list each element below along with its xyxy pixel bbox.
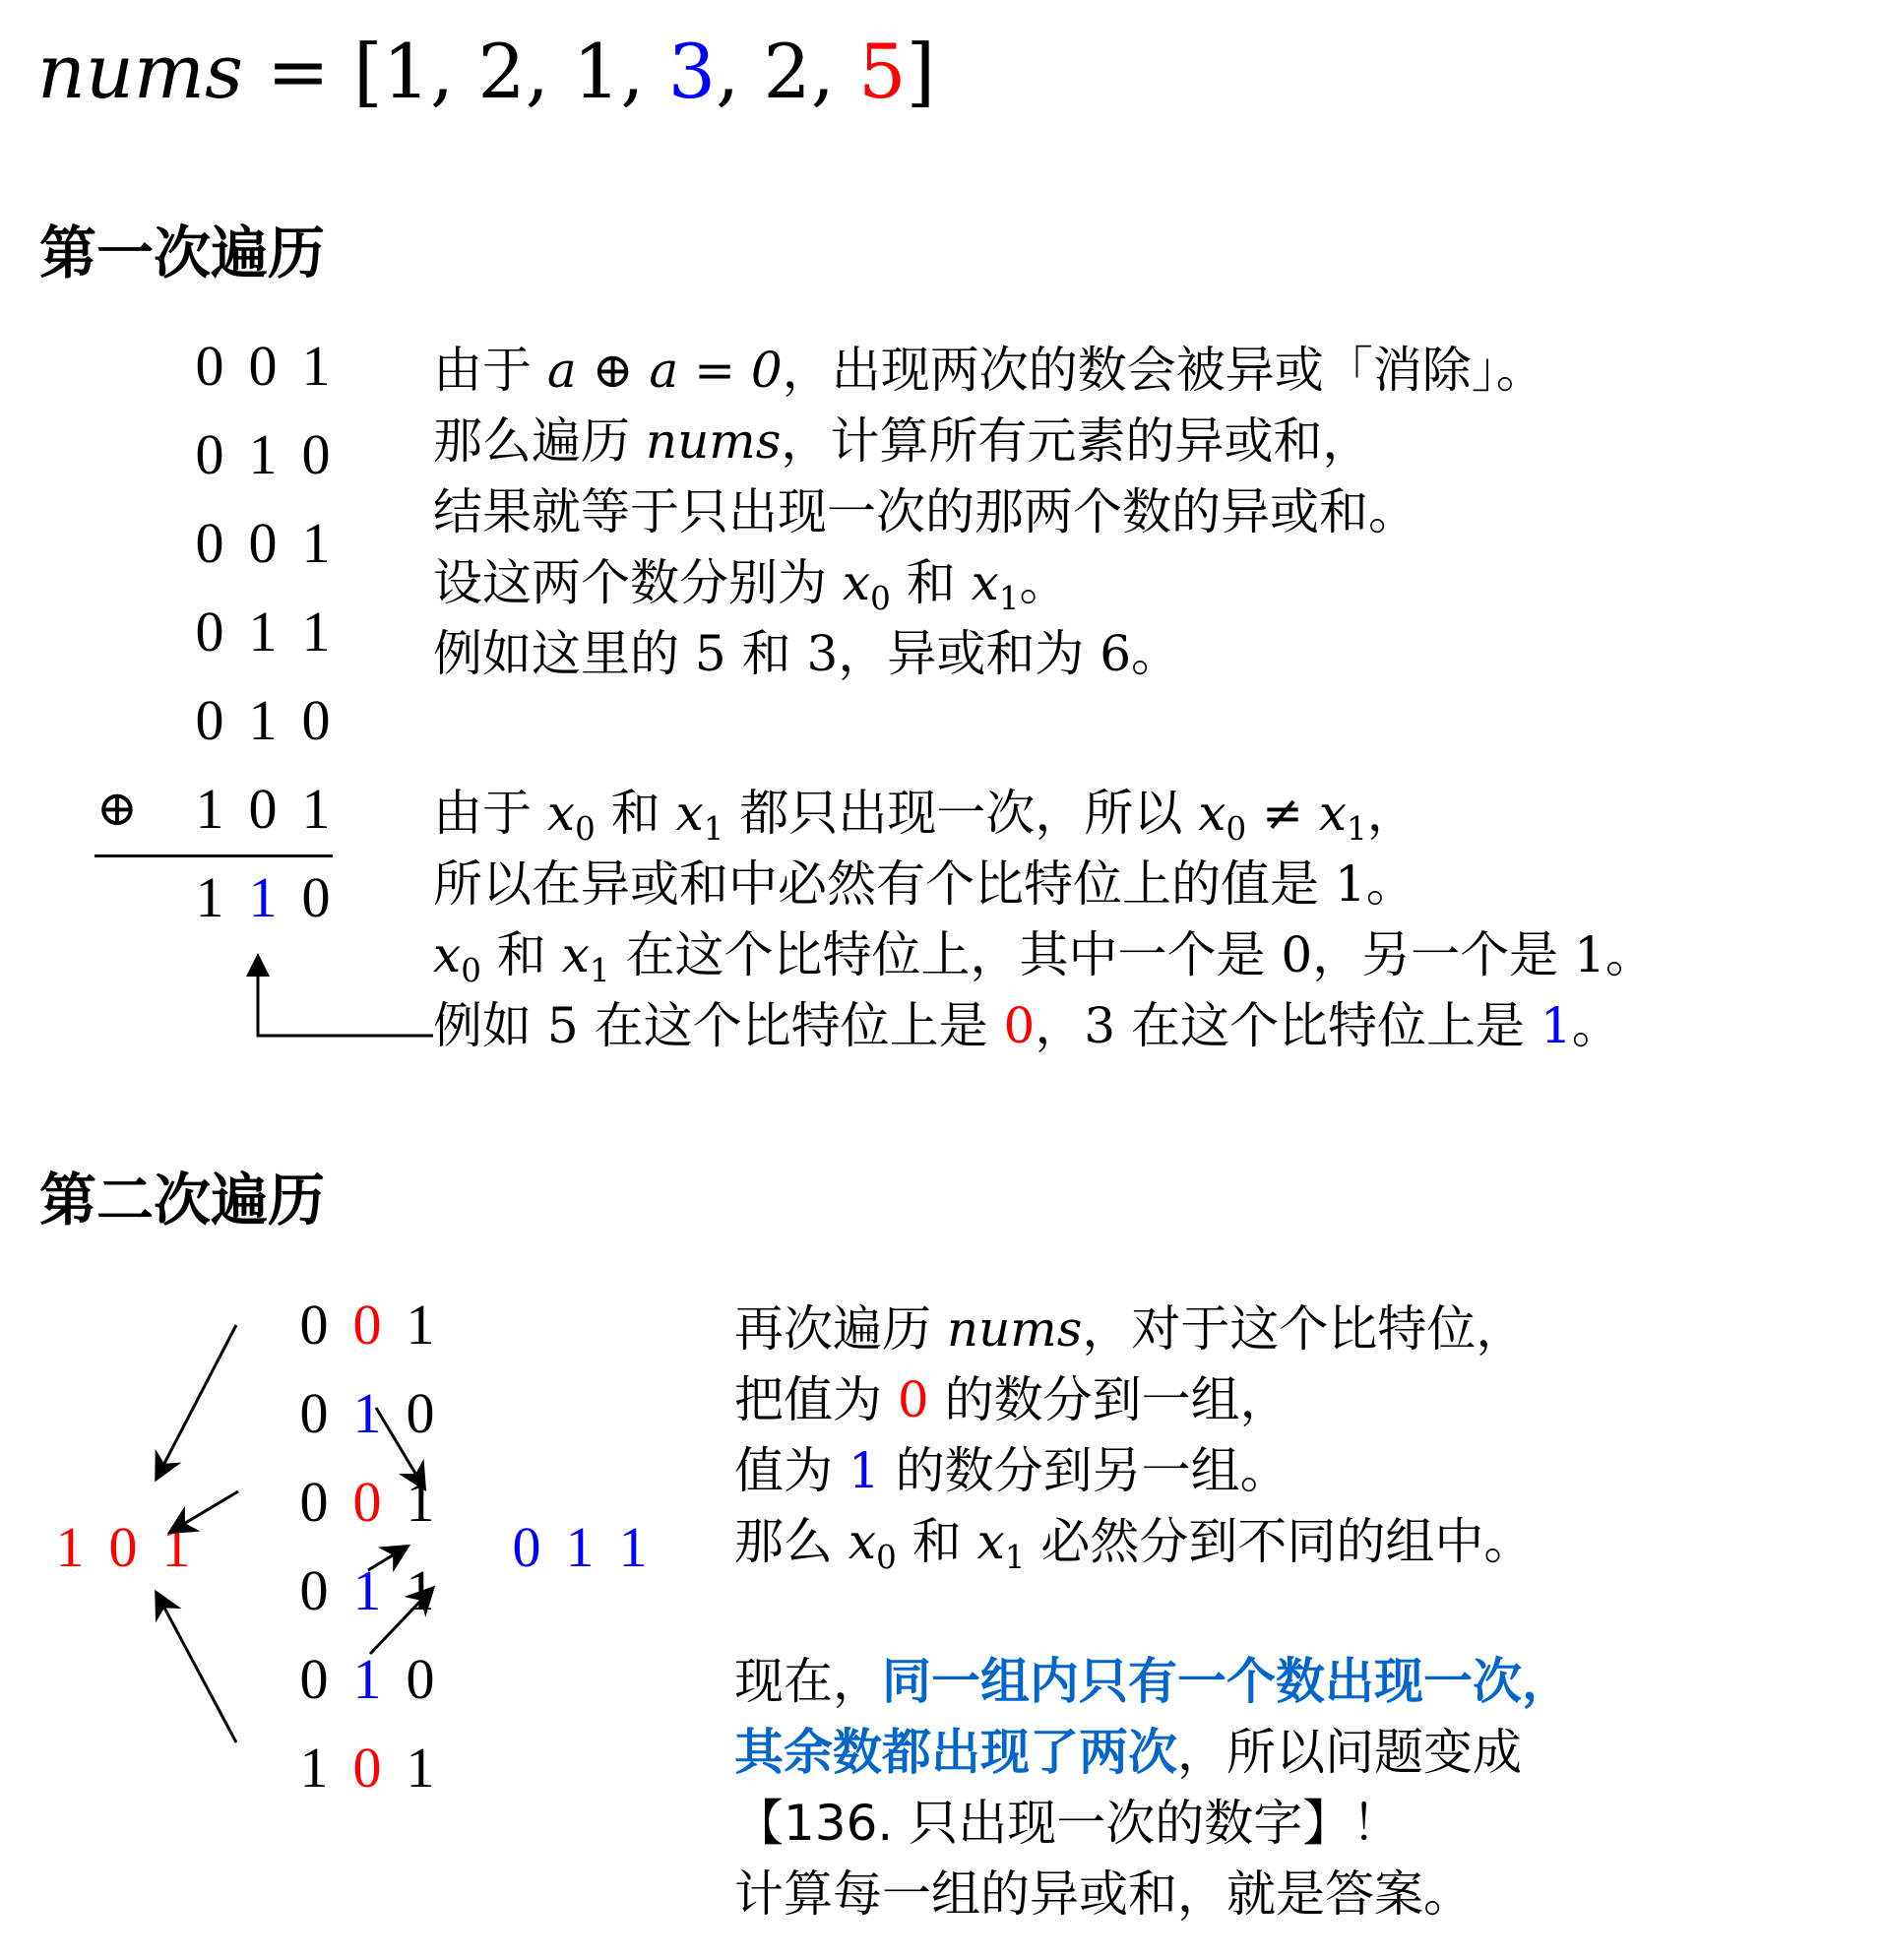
num-value: 2 — [477, 28, 526, 115]
bits-row: 0 0 1 — [195, 334, 331, 398]
text-line: 由于 a ⊕ a = 0，出现两次的数会被异或「消除」。 — [433, 342, 1545, 399]
highlighted-bit: 1 — [248, 865, 278, 929]
text-line: 由于 $x_0$ 和 $x_1$ 都只出现一次，所以 $x_0 \ne x_1$， — [433, 785, 1416, 848]
bits-row: 0 1 0 — [195, 688, 331, 752]
num-value-highlight-blue: 3 — [667, 28, 717, 115]
nums-equation: nums = [1, 2, 1, 3, 2, 5] — [37, 28, 936, 115]
highlighted-text: 同一组内只有一个数出现一次， — [882, 1653, 1571, 1710]
conclusion-paragraph — [734, 1646, 1571, 1929]
xor-result-row: 1 1 0 — [195, 865, 331, 929]
bits-row: 0 0 1 — [299, 1470, 435, 1534]
text-line: 计算每一组的异或和，就是答案。 — [734, 1865, 1473, 1923]
text-line: 其余数都出现了两次，所以问题变成 — [734, 1724, 1522, 1781]
section1-title: 第一次遍历 — [39, 220, 326, 286]
close-bracket: ] — [906, 28, 936, 115]
xor-icon: ⊕ — [96, 780, 138, 837]
pointer-arrow-icon — [236, 945, 433, 1043]
bits-row: 0 1 0 — [195, 422, 331, 486]
section2-title: 第二次遍历 — [39, 1167, 326, 1233]
num-value: 2 — [763, 28, 811, 115]
grouping-arrows-icon — [0, 1270, 689, 1821]
text-line: 例如 5 在这个比特位上是 0，3 在这个比特位上是 1。 — [433, 997, 1621, 1054]
explanation-paragraph-1 — [433, 335, 1545, 689]
num-value: 1 — [382, 28, 431, 115]
num-value-highlight-red: 5 — [858, 28, 907, 115]
text-line: 设这两个数分别为 $x_0$ 和 $x_1$。 — [433, 554, 1069, 617]
problem-reference: 【136. 只出现一次的数字】！ — [734, 1795, 1402, 1852]
text-line: $x_0$ 和 $x_1$ 在这个比特位上，其中一个是 0，另一个是 1。 — [433, 926, 1655, 989]
bits-row: 0 0 1 — [299, 1293, 435, 1357]
text-line: 结果就等于只出现一次的那两个数的异或和。 — [433, 483, 1417, 540]
text-line: 那么 $x_0$ 和 $x_1$ 必然分到不同的组中。 — [734, 1513, 1534, 1576]
text-line: 那么遍历 nums，计算所有元素的异或和， — [433, 412, 1372, 470]
num-value: 1 — [573, 28, 621, 115]
text-line: 例如这里的 5 和 3，异或和为 6。 — [433, 625, 1181, 682]
highlighted-text: 其余数都出现了两次 — [734, 1724, 1177, 1781]
bits-row: 1 0 1 — [299, 1736, 435, 1800]
bits-row: 0 1 0 — [299, 1381, 435, 1445]
group-one-result: 0 1 1 — [512, 1515, 648, 1579]
sum-divider-line — [94, 854, 333, 857]
bits-row: 0 0 1 — [195, 511, 331, 575]
equals-sign: = — [267, 28, 330, 115]
text-line: 再次遍历 nums，对于这个比特位， — [734, 1300, 1526, 1358]
nums-variable: nums — [37, 28, 243, 115]
bits-row: 0 1 0 — [299, 1647, 435, 1711]
text-line: 现在，同一组内只有一个数出现一次， — [734, 1653, 1571, 1710]
group-zero-result: 1 0 1 — [55, 1515, 191, 1579]
text-line: 把值为 0 的数分到一组， — [734, 1371, 1289, 1428]
open-bracket: [ — [353, 28, 383, 115]
bits-row: 0 1 1 — [299, 1558, 435, 1622]
bits-row: 0 1 1 — [195, 600, 331, 664]
text-line: 所以在异或和中必然有个比特位上的值是 1。 — [433, 855, 1415, 913]
explanation-paragraph-2 — [433, 778, 1655, 1061]
text-line: 值为 1 的数分到另一组。 — [734, 1442, 1289, 1499]
grouping-explanation — [734, 1294, 1533, 1577]
bits-row: 1 0 1 — [195, 777, 331, 841]
